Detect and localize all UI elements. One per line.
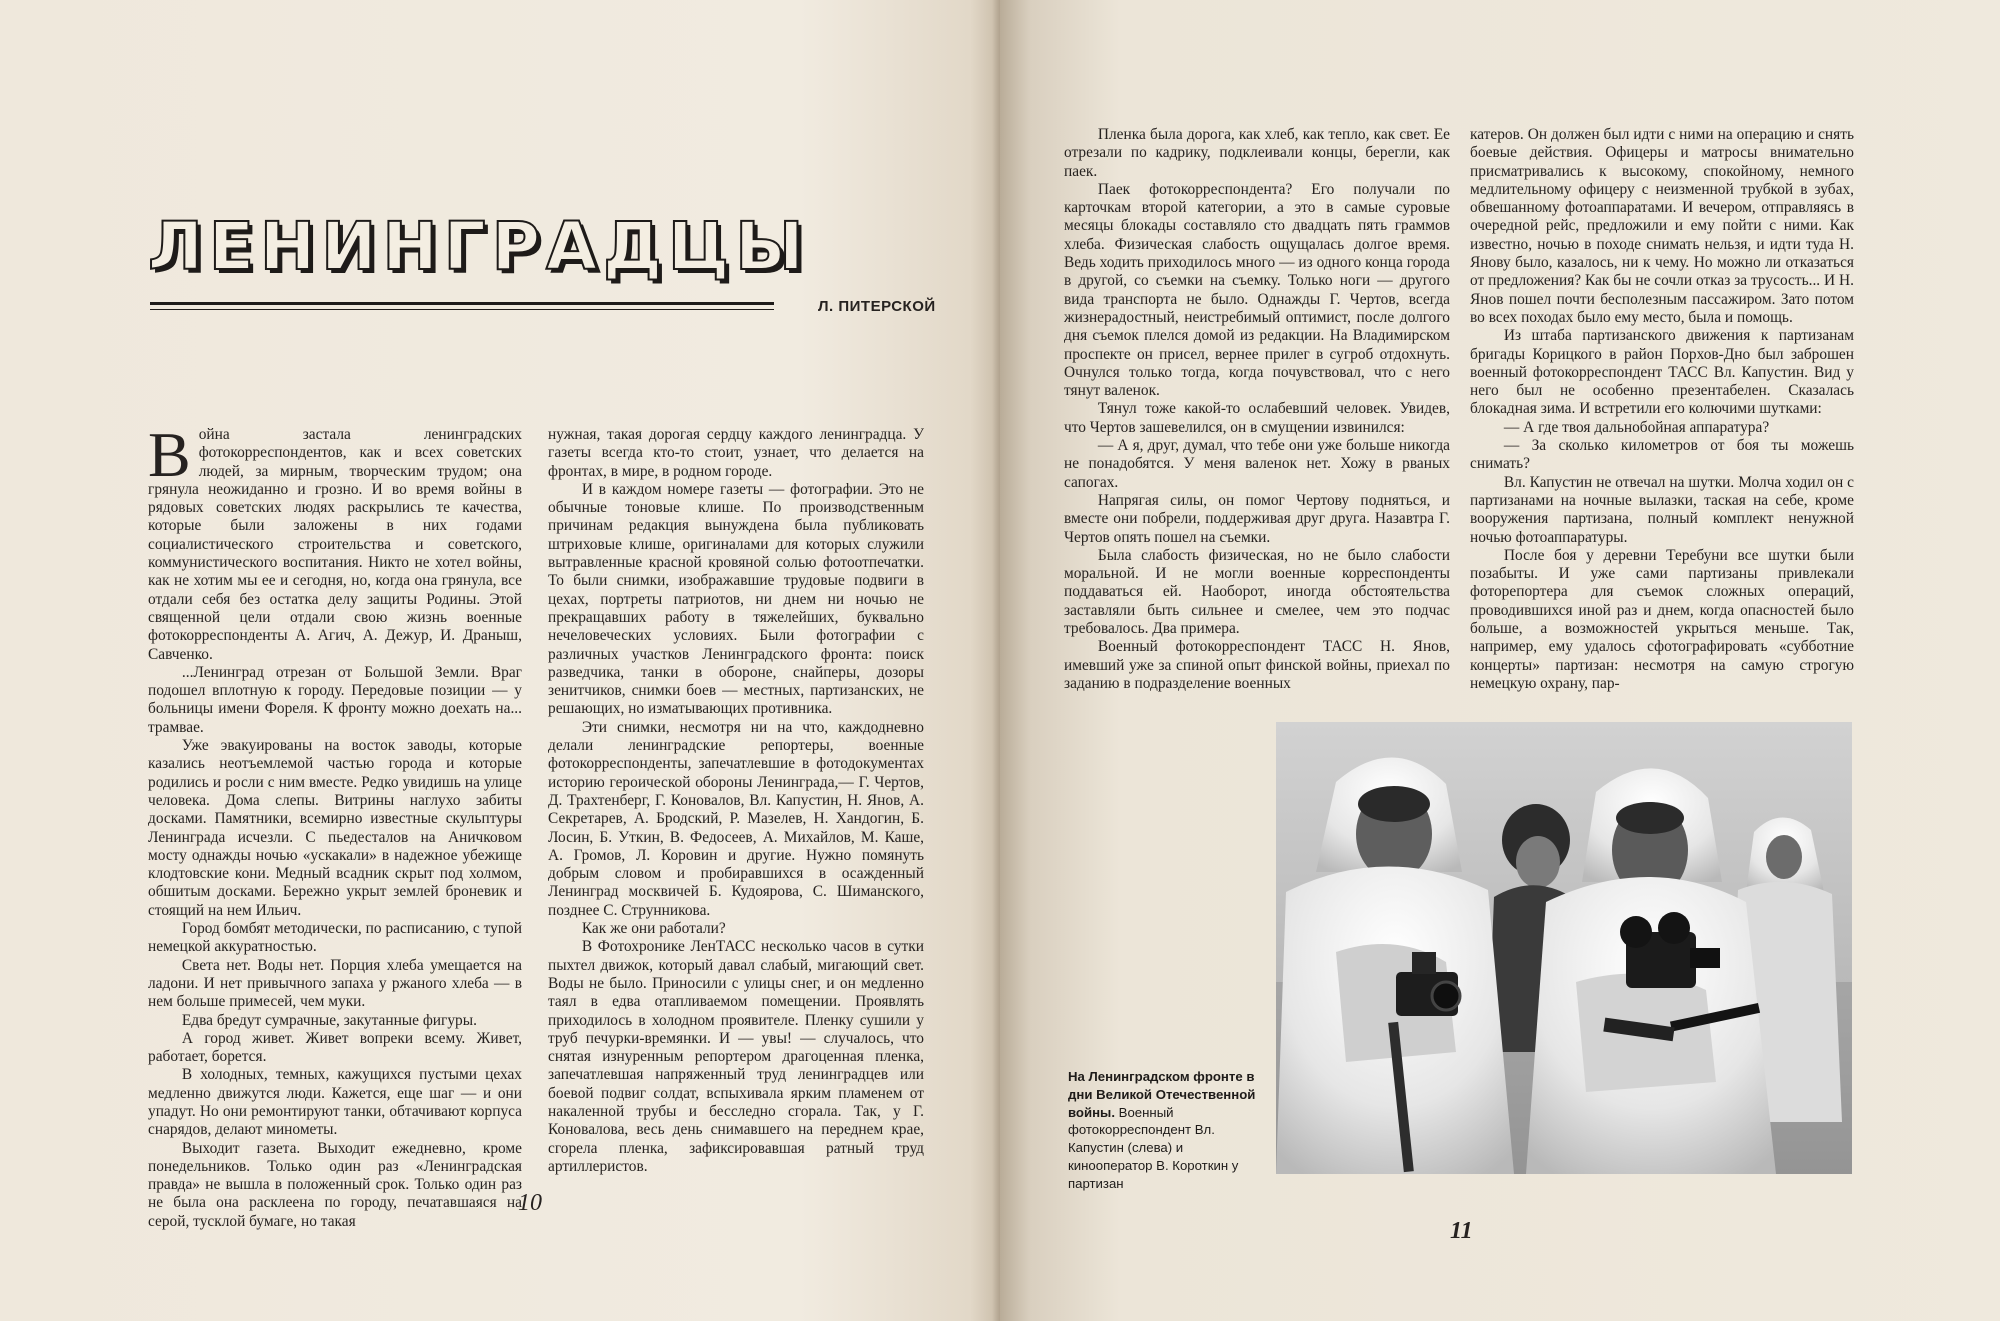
paragraph [1064,638,1450,693]
paragraph [548,920,924,938]
paragraph-text: Была слабость физическая, но не было слабости моральной. И не могли военные корреспонденты поддаваться ей. Наоборот, иногда обстоятельства заставляли быть сильнее и смелее, чем это подчас требовалось. Два примера. [1064,546,1450,638]
paragraph-text: Выходит газета. Выходит ежедневно, кроме понедельников. Только один раз «Ленинградская правда» не вышла в положенный срок. Только один раз не была она расклеена по городу, печатавшаяся на серой, тусклой бумаге, но такая [148,1139,522,1230]
paragraph-text: Паек фотокорреспондента? Его получали по карточкам второй категории, а это в самые суровые месяцы блокады составляло сто двадцать пять граммов хлеба. Физическая слабость ощущалась долгое время. Ведь ходить приходилось много — из одного конца города в другой, со съемки на съемку. Только ноги — другого вида транспорта не было. Однажды Г. Чертов, всегда жизнерадостный, неистребимый оптимист, после долгого дня съемок плелся домой из редакции. На Владимирском проспекте он присел, вернее прилег в сугроб отдохнуть. Очнулся только тогда, когда почувствовал, что с него тянут валенок. [1064,180,1450,400]
paragraph [1064,492,1450,547]
right-column-2 [1470,126,1854,708]
paragraph-text: В холодных, темных, кажущихся пустыми цехах медленно движутся люди. Кажется, еще шаг — и они упадут. Но они ремонтируют танки, обтачивают корпуса снарядов, делают минометы. [148,1066,522,1139]
photo-caption-bold: На Ленинградском фронте в дни Великой Отечественной войны. [1068,1069,1256,1120]
paragraph-text: Света нет. Воды нет. Порция хлеба умещается на ладони. И нет привычного запаха у ржаного хлеба — в нем больше примесей, чем муки. [148,956,522,1011]
paragraph-text: Едва бредут сумрачные, закутанные фигуры. [181,1011,477,1029]
paragraph-text: Эти снимки, несмотря ни на что, каждодневно делали ленинградские репортеры, военные фотокорреспонденты, запечатлевшие в фотодокументах историю героической обороны Ленинграда,— Г. Чертов, Д. Трахтенберг, Г. Коновалов, Вл. Капустин, Н. Янов, А. Секретарев, А. Бродский, Р. Мазелев, Н. Хандогин, Б. Лосин, Б. Уткин, В. Федосеев, А. Михайлов, М. Каше, А. Громов, Л. Коровин и другие. Нужно помянуть добрым словом и пробиравшихся в осажденный Ленинград москвичей Б. Кудоярова, С. Шиманского, позднее С. Струнникова. [548,718,924,919]
paragraph-text: Вл. Капустин не отвечал на шутки. Молча ходил он с партизанами на ночные вылазки, таская на себе, кроме вооружения партизана, полный комплект ненужной ночью фотоаппаратуры. [1470,473,1854,546]
paragraph [548,719,924,920]
paragraph [1064,181,1450,401]
paragraph-text: Из штаба партизанского движения к партизанам бригады Корицкого в район Порхов-Дно был заброшен военный фотокорреспондент ТАСС Вл. Капустин. Вид у него был не особенно презентабелен. Сказалась блокадная зима. И встретили его колючими шутками: [1470,327,1854,418]
left-column-1 [148,419,522,1230]
paragraph-text: — А где твоя дальнобойная аппаратура? [1503,418,1770,436]
photo-caption [1068,1068,1268,1193]
photo-illustration [1276,722,1852,1174]
photo-caption-rest: Военный фотокорреспондент Вл. Капустин (слева) и кинооператор В. Короткин у партизан [1068,1104,1239,1191]
paragraph-text: И в каждом номере газеты — фотографии. Это не обычные тоновые клише. По производственным причинам редакция вынуждена была публиковать штриховые клише, оригиналами для которых служили вытравленные красной кровяной солью фотоотпечатки. То были снимки, изображавшие трудовые подвиги в цехах, портреты патриотов, ни днем ни ночью не прекращавших работу в тяжелейших, буквально нечеловеческих условиях. Были фотографии с различных участков Ленинградского фронта: поиск разведчика, танки в обороне, снайперы, дозоры зенитчиков, снимки боев — местных, партизанских, не решающих, но изматывающих противника. [548,480,924,718]
paragraph-text: Военный фотокорреспондент ТАСС Н. Янов, имевший уже за спиной опыт финской войны, приехал по заданию в подразделение военных [1064,638,1450,692]
paragraph [1470,327,1854,418]
paragraph [1470,474,1854,547]
page-number-right: 11 [1450,1218,1473,1244]
paragraph-text: — За сколько километров от боя ты можешь снимать? [1470,437,1854,473]
paragraph [548,426,924,481]
paragraph-text: нужная, такая дорогая сердцу каждого ленинградца. У газеты всегда кто-то стоит, узнает, что делается на фронтах, в мире, в родном городе. [548,426,924,480]
paragraph [148,1140,522,1231]
paragraph-text: катеров. Он должен был идти с ними на операцию и снять боевые действия. Офицеры и матросы внимательно присматривались к высокому, спокойному, немного медлительному офицеру с неизменной трубкой в зубах, обвешанному фотоаппаратами. И вечером, отправляясь в очередной рейс, предложили и ему пойти с ними. Как известно, ночью в походе снимать нельзя, и идти туда Н. Янову было, казалось, ни к чему. Но можно ли отказаться от предложения? Как бы не сочли отказ за трусость... И Н. Янов пошел почти бесполезным пассажиром. Зато потом во всех походах было ему место, была и помощь. [1470,126,1854,326]
paragraph-text: ...Ленинград отрезан от Большой Земли. Враг подошел вплотную к городу. Передовые позиции — у больницы имени Фореля. К фронту можно доехать на... трамвае. [148,663,522,736]
paragraph-text: После боя у деревни Теребуни все шутки были позабыты. И уже сами партизаны привлекали фоторепортера для съемок сложных операций, проводившихся иной раз и днем, когда опасностей было больше, а возможностей укрыться меньше. Так, например, ему удалось сфотографировать «субботние концерты» партизан: несмотря на самую строгую немецкую охрану, пар- [1470,546,1854,692]
paragraph [1064,126,1450,181]
paragraph [148,737,522,920]
paragraph-text: В Фотохронике ЛенТАСС несколько часов в сутки пыхтел движок, который давал слабый, мигающий свет. Воды не было. Приносили с улицы снег, и он медленно таял в едва отапливаемом помещении. Проявлять приходилось в холодном проявителе. Пленку сушили у труб печурки-времянки. И — увы! — случалось, что снятая изнуренным репортером драгоценная пленка, запечатлевшая напряженный труд ленинградцев или боевой подвиг солдат, вспыхивала ярким пламенем от накаленной трубы и бесследно сгорала. Так, у Г. Коновалова, весь день снимавшего на переднем крае, сгорела пленка, зафиксировавшая ратный труд артиллеристов. [548,938,924,1175]
title-rule [150,302,774,310]
right-column-1 [1064,126,1450,708]
paragraph [1470,419,1854,437]
paragraph-text: Как же они работали? [581,920,726,938]
paragraph [148,1066,522,1139]
paragraph [1064,400,1450,437]
paragraph [148,664,522,737]
paragraph [1064,547,1450,638]
paragraph [548,481,924,719]
paragraph [548,938,924,1176]
paragraph-text: ойна застала ленинградских фотокорреспондентов, как и всех советских людей, за мирным, творческим трудом; она грянула неожиданно и грозно. И во время войны в рядовых советских людях раскрылись те качества, которые были заложены в них годами социалистического строительства и советского, коммунистического воспитания. Никто не хотел войны, как не хотим мы ее и сегодня, но, когда она грянула, все отдали себя без остатка делу защиты Родины. Этой священной цели отдали свою жизнь военные фотокорреспонденты А. Агич, А. Дежур, И. Драныш, Савченко. [148,426,522,663]
page-number-left: 10 [518,1190,542,1216]
paragraph-text: Напрягая силы, он помог Чертову подняться, и вместе они побрели, поддерживая друг друга. Назавтра Г. Чертов опять пошел на съемки. [1064,491,1450,546]
paragraph [148,920,522,957]
article-author: Л. ПИТЕРСКОЙ [818,298,936,315]
paragraph [1470,547,1854,693]
paragraph-text: Город бомбят методически, по расписанию, с тупой немецкой аккуратностью. [148,920,522,956]
paragraph-text: Уже эвакуированы на восток заводы, которые казались неотъемлемой частью города и которые родились и росли с ним вместе. Редко увидишь на улице человека. Дома слепы. Витрины наглухо забиты досками. Памятники, всемирно известные скульптуры Ленинграда исчезли. С пьедесталов на Аничковом мосту однажды ночью «ускакали» в надежное убежище клодтовские кони. Медный всадник скрыт под холмом, обшитым досками. Бережно укрыт землей броневик и стоящий на нем Ильич. [148,737,522,919]
paragraph [148,957,522,1012]
left-column-2 [548,426,924,1175]
paragraph [1064,437,1450,492]
paragraph [148,419,522,664]
paragraph-text: — А я, друг, думал, что тебе они уже больше никогда не понадобятся. У меня валенок нет. Хожу в рваных сапогах. [1064,437,1450,491]
paragraph [148,1030,522,1067]
paragraph-text: Пленка была дорога, как хлеб, как тепло, как свет. Ее отрезали по кадрику, подклеивали концы, берегли, как паек. [1064,126,1450,180]
paragraph-text: Тянул тоже какой-то ослабевший человек. Увидев, что Чертов зашевелился, он в смущении извинился: [1064,400,1450,436]
photo-photographers [1276,722,1852,1174]
drop-cap: В [148,419,191,490]
paragraph [1470,126,1854,327]
paragraph [148,1012,522,1030]
paragraph-text: А город живет. Живет вопреки всему. Живет, работает, борется. [148,1029,522,1066]
paragraph [1470,437,1854,474]
article-title: ЛЕНИНГРАДЦЫ [148,208,810,285]
